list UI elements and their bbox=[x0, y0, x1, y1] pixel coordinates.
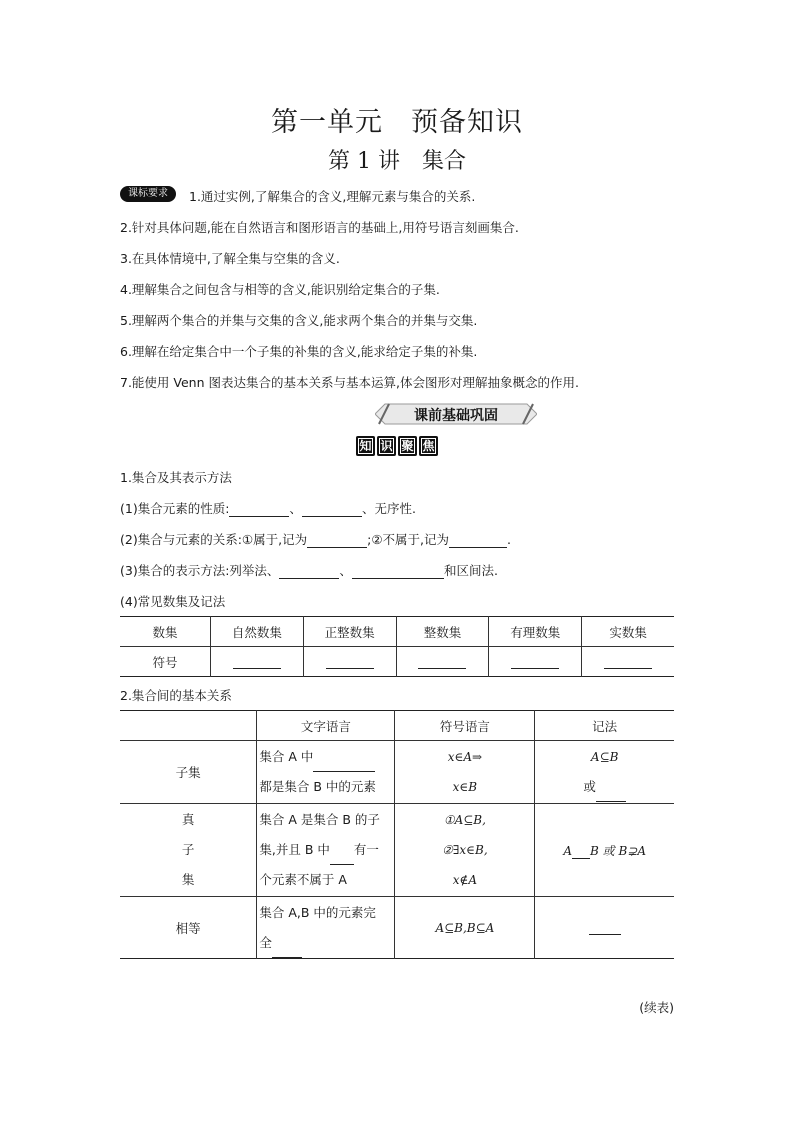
requirement-4: 4.理解集合之间包含与相等的含义,能识别给定集合的子集. bbox=[120, 282, 440, 297]
answer-blank[interactable] bbox=[604, 654, 652, 669]
table-cell bbox=[303, 647, 396, 677]
answer-blank[interactable] bbox=[302, 502, 362, 517]
answer-blank[interactable] bbox=[307, 533, 367, 548]
answer-blank[interactable] bbox=[511, 654, 559, 669]
proper-text-b: 集,并且 B 中 bbox=[259, 842, 330, 857]
answer-blank[interactable] bbox=[589, 920, 621, 935]
proper-subset-notation bbox=[535, 804, 674, 897]
proper-sym-a: ①A⊆B, bbox=[443, 813, 486, 827]
equal-label: 相等 bbox=[120, 897, 257, 959]
table-cell bbox=[489, 647, 582, 677]
subset-text-b: 都是集合 B 中的元素 bbox=[259, 779, 376, 794]
subset-note-a: A⊆B bbox=[590, 750, 619, 764]
answer-blank[interactable] bbox=[233, 654, 281, 669]
requirement-2: 2.针对具体问题,能在自然语言和图形语言的基础上,用符号语言刻画集合. bbox=[120, 220, 519, 235]
answer-blank[interactable] bbox=[326, 654, 374, 669]
separator: 、 bbox=[289, 501, 302, 516]
banner-label: 课前基础巩固 bbox=[414, 408, 498, 424]
answer-blank[interactable] bbox=[449, 533, 507, 548]
proper-note-a: A bbox=[563, 843, 573, 858]
equal-text-b: 全 bbox=[259, 934, 272, 950]
table-cell bbox=[211, 647, 304, 677]
properties-prefix: (1)集合元素的性质: bbox=[120, 501, 230, 516]
table-header: 正整数集 bbox=[303, 617, 396, 647]
methods-suffix: 和区间法. bbox=[443, 563, 498, 578]
unit-title: 第一单元 预备知识 bbox=[271, 107, 523, 138]
separator: 、 bbox=[339, 563, 352, 578]
relation-prefix: (2)集合与元素的关系:①属于,记为 bbox=[120, 532, 308, 547]
answer-blank[interactable] bbox=[352, 564, 444, 579]
proper-subset-text bbox=[257, 804, 395, 897]
table-header: 文字语言 bbox=[257, 711, 395, 741]
properties-suffix: 、无序性. bbox=[361, 501, 416, 516]
properties-line bbox=[120, 499, 416, 517]
methods-prefix: (3)集合的表示方法:列举法、 bbox=[120, 563, 280, 578]
lesson-title: 第 1 讲 集合 bbox=[328, 149, 466, 174]
proper-text-b2: 有一 bbox=[353, 842, 379, 857]
equal-notation bbox=[535, 897, 674, 959]
continued-label: (续表) bbox=[639, 1000, 674, 1015]
tag-char-2: 识 bbox=[377, 436, 396, 456]
subset-note-b: 或 bbox=[583, 779, 596, 794]
answer-blank[interactable] bbox=[313, 757, 375, 772]
subset-text-a: 集合 A 中 bbox=[259, 749, 314, 764]
answer-blank[interactable] bbox=[418, 654, 466, 669]
table-header: 数集 bbox=[120, 617, 211, 647]
equal-text bbox=[257, 897, 395, 959]
subset-notation bbox=[535, 741, 674, 804]
subset-label: 子集 bbox=[120, 741, 257, 804]
equal-symbol: A⊆B,B⊆A bbox=[395, 897, 535, 959]
answer-blank[interactable] bbox=[596, 787, 626, 802]
section2-heading: 2.集合间的基本关系 bbox=[120, 688, 232, 703]
requirement-5: 5.理解两个集合的并集与交集的含义,能求两个集合的并集与交集. bbox=[120, 313, 478, 328]
proper-subset-symbol bbox=[395, 804, 535, 897]
subset-symbol bbox=[395, 741, 535, 804]
tag-char-3: 聚 bbox=[398, 436, 417, 456]
answer-blank[interactable] bbox=[572, 844, 590, 859]
section-banner bbox=[375, 403, 537, 425]
tag-char-1: 知 bbox=[356, 436, 375, 456]
answer-blank[interactable] bbox=[330, 850, 354, 865]
proper-text-a: 集合 A 是集合 B 的子 bbox=[259, 812, 380, 827]
requirement-6: 6.理解在给定集合中一个子集的补集的含义,能求给定子集的补集. bbox=[120, 344, 478, 359]
requirement-7: 7.能使用 Venn 图表达集合的基本关系与基本运算,体会图形对理解抽象概念的作用. bbox=[120, 375, 579, 390]
subset-sym-a: x∈A⇒ bbox=[447, 750, 483, 764]
relation-mid: ;②不属于,记为 bbox=[367, 532, 450, 547]
row-label: 符号 bbox=[120, 647, 211, 677]
proper-label-1: 真 bbox=[181, 812, 195, 827]
requirement-3: 3.在具体情境中,了解全集与空集的含义. bbox=[120, 251, 340, 266]
answer-blank[interactable] bbox=[229, 502, 289, 517]
answer-blank[interactable] bbox=[272, 943, 302, 958]
table-header bbox=[120, 711, 257, 741]
subset-sym-b: x∈B bbox=[452, 780, 478, 794]
table-header: 自然数集 bbox=[211, 617, 304, 647]
number-sets-table bbox=[120, 616, 674, 677]
requirements-badge: 课标要求 bbox=[120, 186, 176, 202]
subset-text bbox=[257, 741, 395, 804]
relation-end: . bbox=[507, 532, 511, 547]
equal-text-a: 集合 A,B 中的元素完 bbox=[259, 904, 376, 920]
relation-line bbox=[120, 530, 511, 548]
tag-char-4: 焦 bbox=[419, 436, 438, 456]
section1-heading: 1.集合及其表示方法 bbox=[120, 470, 232, 485]
proper-sym-b: ②∃x∈B, bbox=[442, 843, 488, 857]
proper-text-c: 个元素不属于 A bbox=[259, 872, 347, 887]
table-header: 整数集 bbox=[396, 617, 489, 647]
table-cell bbox=[582, 647, 674, 677]
table-header: 实数集 bbox=[582, 617, 674, 647]
table-cell bbox=[396, 647, 489, 677]
proper-note-b: B 或 B⊋A bbox=[590, 843, 647, 858]
requirement-1: 1.通过实例,了解集合的含义,理解元素与集合的关系. bbox=[189, 189, 476, 204]
table-header: 记法 bbox=[535, 711, 674, 741]
table-header: 有理数集 bbox=[489, 617, 582, 647]
proper-sym-c: x∉A bbox=[452, 873, 478, 887]
methods-line bbox=[120, 561, 498, 579]
number-sets-heading: (4)常见数集及记法 bbox=[120, 594, 226, 609]
set-relations-table bbox=[120, 710, 674, 959]
proper-subset-label bbox=[120, 804, 257, 897]
table-header: 符号语言 bbox=[395, 711, 535, 741]
proper-label-3: 集 bbox=[181, 872, 195, 887]
answer-blank[interactable] bbox=[279, 564, 339, 579]
proper-label-2: 子 bbox=[181, 842, 195, 857]
